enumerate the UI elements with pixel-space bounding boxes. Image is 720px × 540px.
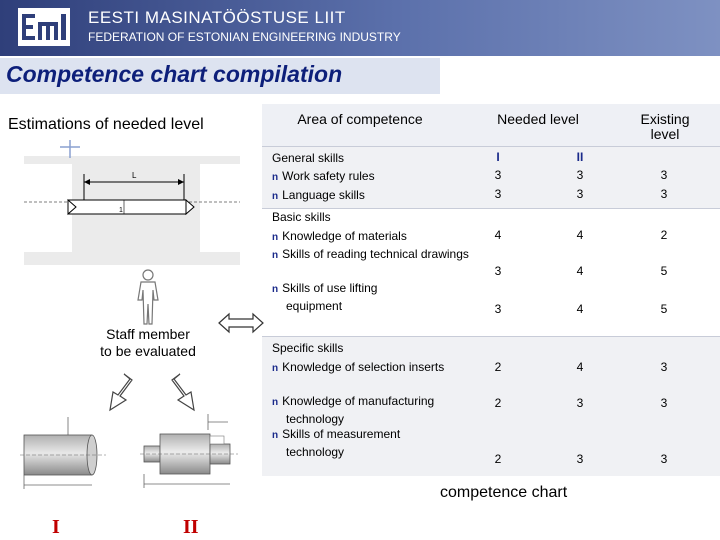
list-item: n Knowledge of materials xyxy=(272,229,407,243)
cell-specific-1-existing: 3 xyxy=(660,396,668,410)
dim-L: L xyxy=(132,171,137,180)
org-name: EESTI MASINATÖÖSTUSE LIIT xyxy=(88,8,346,27)
cell-basic-2-ii: 4 xyxy=(576,302,584,316)
cell-specific-2-i: 2 xyxy=(494,452,502,466)
cell-specific-2-ii: 3 xyxy=(576,452,584,466)
header-existing-1: Existing xyxy=(640,111,690,127)
group-title-basic: Basic skills xyxy=(272,210,331,224)
cell-general-0-existing: 3 xyxy=(660,168,668,182)
workpiece-i-drawing xyxy=(20,415,110,490)
list-item: n Work safety rules xyxy=(272,169,375,183)
cell-general-0-ii: 3 xyxy=(576,168,584,182)
part-drawing xyxy=(24,140,240,265)
cell-basic-0-i: 4 xyxy=(494,228,502,242)
cell-general-1-i: 3 xyxy=(494,187,502,201)
staff-label xyxy=(88,326,208,360)
list-item: n Skills of measurement technology xyxy=(272,427,401,459)
cell-basic-1-i: 3 xyxy=(494,264,502,278)
org-subtitle: FEDERATION OF ESTONIAN ENGINEERING INDUSTRY xyxy=(88,30,401,44)
cell-basic-0-existing: 2 xyxy=(660,228,668,242)
group-title-specific: Specific skills xyxy=(272,341,344,355)
label-i: I xyxy=(52,516,60,538)
cell-specific-1-i: 2 xyxy=(494,396,502,410)
group-title-general: General skills xyxy=(272,151,345,165)
list-item: n Skills of use lifting equipment xyxy=(272,281,378,313)
list-item: n Knowledge of manufacturing technology xyxy=(272,394,435,426)
header-needed: Needed level xyxy=(497,111,579,127)
cell-basic-2-i: 3 xyxy=(494,302,502,316)
estimations-label: Estimations of needed level xyxy=(8,116,204,133)
cell-basic-0-ii: 4 xyxy=(576,228,584,242)
cell-general-0-i: 3 xyxy=(494,168,502,182)
emi-logo xyxy=(18,8,70,46)
group-divider xyxy=(262,336,720,337)
caption-competence-chart: competence chart xyxy=(440,484,568,501)
list-item: n Language skills xyxy=(272,188,365,202)
cell-specific-0-i: 2 xyxy=(494,360,502,374)
cell-general-1-existing: 3 xyxy=(660,187,668,201)
cell-specific-0-ii: 4 xyxy=(576,360,584,374)
group-divider xyxy=(262,146,720,147)
header-existing-2: level xyxy=(650,126,680,142)
dim-1: 1 xyxy=(119,207,123,214)
workpiece-ii-drawing xyxy=(140,412,240,492)
arrow-down-right-icon xyxy=(168,372,198,412)
cell-specific-0-existing: 3 xyxy=(660,360,668,374)
needed-ii-header: II xyxy=(576,150,584,164)
list-item: n Knowledge of selection inserts xyxy=(272,360,445,374)
needed-i-header: I xyxy=(496,150,500,164)
cell-general-1-ii: 3 xyxy=(576,187,584,201)
cell-basic-2-existing: 5 xyxy=(660,302,668,316)
arrow-down-left-icon xyxy=(106,372,136,412)
cell-specific-1-ii: 3 xyxy=(576,396,584,410)
cell-basic-1-ii: 4 xyxy=(576,264,584,278)
person-icon xyxy=(132,268,164,326)
staff-label-line1: Staff member xyxy=(106,326,190,342)
double-arrow-icon xyxy=(218,312,264,334)
label-ii: II xyxy=(183,516,199,538)
list-item: n Skills of reading technical drawings xyxy=(272,247,469,261)
header-area: Area of competence xyxy=(297,111,423,127)
cell-specific-2-existing: 3 xyxy=(660,452,668,466)
group-divider xyxy=(262,208,720,209)
page-title: Competence chart compilation xyxy=(6,61,343,87)
cell-basic-1-existing: 5 xyxy=(660,264,668,278)
staff-label-line2: to be evaluated xyxy=(100,343,196,359)
